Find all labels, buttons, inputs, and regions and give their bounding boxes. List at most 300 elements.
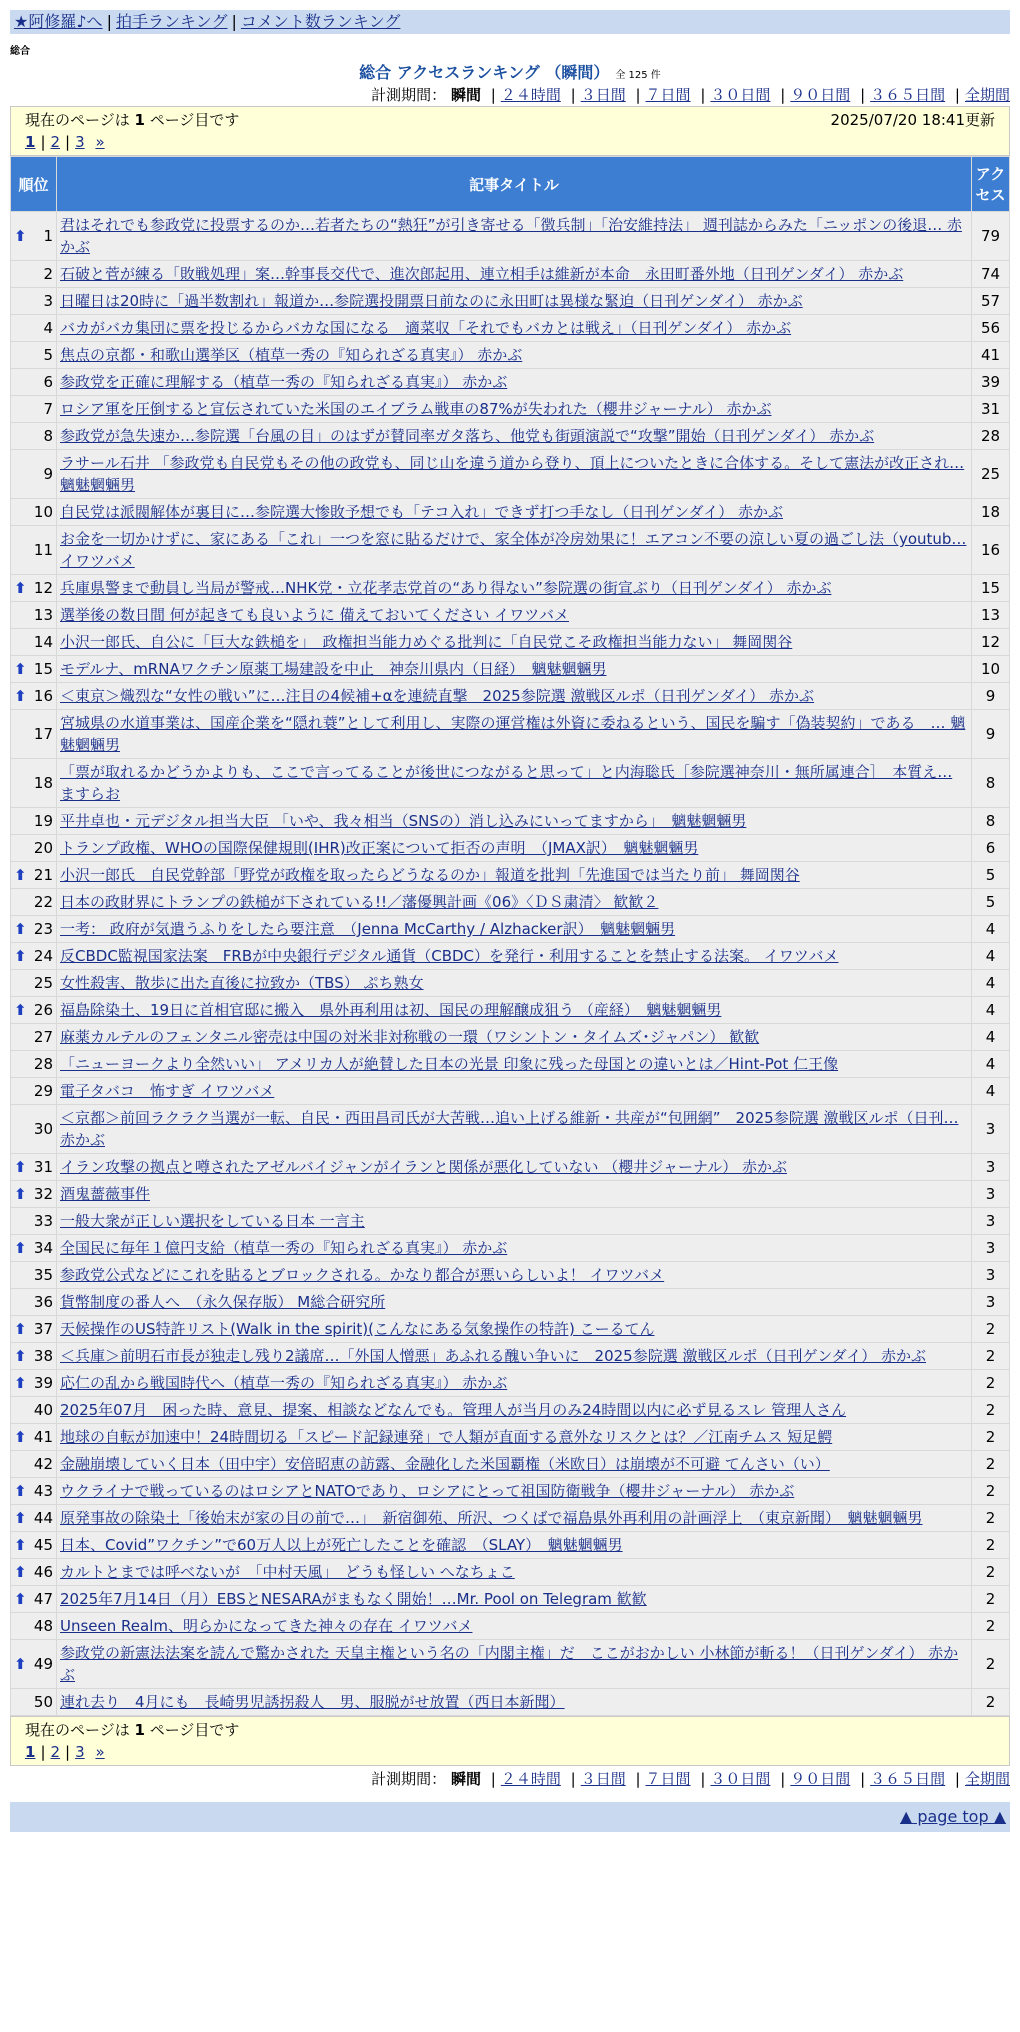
article-title-link[interactable]: 貨幣制度の番人へ （永久保存版） M総合研究所 — [60, 1293, 386, 1311]
article-title-link[interactable]: 一般大衆が正しい選択をしている日本 一言主 — [60, 1212, 365, 1230]
table-row — [11, 916, 1010, 943]
rank-header: 順位 — [11, 157, 57, 212]
rank-number: 43 — [33, 1482, 53, 1500]
access-count: 2 — [972, 1586, 1010, 1613]
title-cell — [57, 759, 972, 808]
article-title-link[interactable]: 小沢一郎氏、自公に「巨大な鉄槌を」 政権担当能力めぐる批判に「自民党こそ政権担当能力ない」 舞岡関谷 — [60, 633, 793, 651]
access-count: 4 — [972, 943, 1010, 970]
access-count: 15 — [972, 575, 1010, 602]
access-count: 4 — [972, 970, 1010, 997]
rank-number: 39 — [33, 1374, 53, 1392]
table-row — [11, 1586, 1010, 1613]
next-page-link[interactable]: » — [95, 1743, 105, 1761]
access-count: 2 — [972, 1640, 1010, 1689]
table-row — [11, 1689, 1010, 1716]
rank-number: 18 — [33, 774, 53, 792]
table-row — [11, 970, 1010, 997]
rank-cell — [11, 916, 57, 943]
current-page-text: 現在のページは 1 ページ目です — [25, 111, 240, 129]
article-title-link[interactable]: 電子タバコ 怖すぎ イワツバメ — [60, 1082, 275, 1100]
access-count: 13 — [972, 602, 1010, 629]
title-cell — [57, 835, 972, 862]
rank-number: 50 — [33, 1693, 53, 1711]
rank-number: 9 — [43, 465, 53, 483]
article-title-link[interactable]: 麻薬カルテルのフェンタニル密売は中国の対米非対称戦の一環（ワシントン・タイムズ･ジャパン） 歓歓 — [60, 1028, 760, 1046]
rank-number: 4 — [43, 319, 53, 337]
rank-number: 24 — [33, 947, 53, 965]
period-7d[interactable]: ７日間 — [645, 86, 691, 104]
table-row — [11, 212, 1010, 261]
article-title-link[interactable]: イラン攻撃の拠点と噂されたアゼルバイジャンがイランと関係が悪化していない （櫻井ジャーナル） 赤かぶ — [60, 1158, 787, 1176]
article-title-link[interactable]: 2025年7月14日（月）EBSとNESARAがまもなく開始！…Mr. Pool on Telegram 歓歓 — [60, 1590, 647, 1608]
table-row — [11, 1181, 1010, 1208]
access-count: 2 — [972, 1478, 1010, 1505]
rank-number: 47 — [33, 1590, 53, 1608]
article-title-link[interactable]: 反CBDC監視国家法案 FRBが中央銀行デジタル通貨（CBDC）を発行・利用することを禁止する法案。 イワツバメ — [60, 947, 839, 965]
table-row — [11, 1370, 1010, 1397]
access-count: 25 — [972, 450, 1010, 499]
rank-number: 10 — [33, 503, 53, 521]
title-cell — [57, 1208, 972, 1235]
table-row — [11, 1208, 1010, 1235]
rank-cell — [11, 835, 57, 862]
table-row — [11, 835, 1010, 862]
rank-number: 17 — [33, 725, 53, 743]
access-count: 2 — [972, 1343, 1010, 1370]
article-title-link[interactable]: 応仁の乱から戦国時代へ（植草一秀の『知られざる真実』） 赤かぶ — [60, 1374, 508, 1392]
page-link-2[interactable]: 2 — [50, 1743, 61, 1761]
article-title-link[interactable]: 参政党が急失速か…参院選「台風の目」のはずが賛同率ガタ落ち、他党も街頭演説で“攻撃”開始（日刊ゲンダイ） 赤かぶ — [60, 427, 875, 445]
rank-cell — [11, 629, 57, 656]
access-count: 5 — [972, 862, 1010, 889]
table-row — [11, 1316, 1010, 1343]
article-title-link[interactable]: ロシア軍を圧倒すると宣伝されていた米国のエイブラム戦車の87%が失われた（櫻井ジャーナル） 赤かぶ — [60, 400, 772, 418]
title-cell — [57, 683, 972, 710]
title-cell — [57, 889, 972, 916]
access-count: 2 — [972, 1397, 1010, 1424]
title-cell — [57, 1640, 972, 1689]
rank-number: 31 — [33, 1158, 53, 1176]
rank-cell — [11, 396, 57, 423]
rank-cell — [11, 1024, 57, 1051]
title-cell — [57, 1613, 972, 1640]
rank-number: 29 — [33, 1082, 53, 1100]
article-title-link[interactable]: 福島除染土、19日に首相官邸に搬入 県外再利用は初、国民の理解醸成狙う （産経） 魑魅魍魎男 — [60, 1001, 722, 1019]
comment-ranking-link[interactable]: コメント数ランキング — [240, 12, 401, 31]
period-365d[interactable]: ３６５日間 — [870, 86, 946, 104]
rank-number: 35 — [33, 1266, 53, 1284]
table-row — [11, 261, 1010, 288]
up-arrow-icon: ⬆ — [14, 660, 27, 678]
article-title-link[interactable]: バカがバカ集団に票を投じるからバカな国になる 適菜収「それでもバカとは戦え」（日刊ゲンダイ） 赤かぶ — [60, 319, 792, 337]
up-arrow-icon: ⬆ — [14, 1185, 27, 1203]
rank-cell — [11, 261, 57, 288]
table-row — [11, 889, 1010, 916]
title-cell — [57, 943, 972, 970]
access-count: 9 — [972, 683, 1010, 710]
table-row — [11, 862, 1010, 889]
rank-cell — [11, 423, 57, 450]
table-row — [11, 288, 1010, 315]
access-count: 4 — [972, 1024, 1010, 1051]
access-count: 4 — [972, 1051, 1010, 1078]
access-count: 8 — [972, 808, 1010, 835]
rank-cell — [11, 1208, 57, 1235]
up-arrow-icon: ⬆ — [14, 920, 27, 938]
page-top-link[interactable]: ▲ page top ▲ — [899, 1807, 1006, 1826]
period-all[interactable]: 全期間 — [964, 86, 1010, 104]
table-row — [11, 1505, 1010, 1532]
ranking-title: 総合 アクセスランキング （瞬間） — [359, 63, 610, 82]
period-selector-top: 計測期間： 瞬間 | ２４時間 | ３日間 | ７日間 | ３０日間 | ９０日間 | ３６５日間 | 全期間 — [371, 86, 1010, 104]
period-24h[interactable]: ２４時間 — [500, 1770, 561, 1788]
rank-number: 21 — [33, 866, 53, 884]
article-title-link[interactable]: ウクライナで戦っているのはロシアとNATOであり、ロシアにとって祖国防衛戦争（櫻井ジャーナル） 赤かぶ — [60, 1482, 795, 1500]
rank-number: 7 — [43, 400, 53, 418]
article-title-link[interactable]: 日本、Covid”ワクチン”で60万人以上が死亡したことを確認 （SLAY） 魑魅魍魎男 — [60, 1536, 623, 1554]
table-row — [11, 1105, 1010, 1154]
rank-cell — [11, 943, 57, 970]
rank-number: 5 — [43, 346, 53, 364]
article-title-link[interactable]: 選挙後の数日間 何が起きても良いように 備えておいてください イワツバメ — [60, 606, 570, 624]
rank-number: 11 — [33, 541, 53, 559]
title-cell — [57, 1586, 972, 1613]
table-row — [11, 997, 1010, 1024]
access-count: 2 — [972, 1370, 1010, 1397]
table-row — [11, 1424, 1010, 1451]
title-cell — [57, 656, 972, 683]
rank-number: 36 — [33, 1293, 53, 1311]
rank-number: 46 — [33, 1563, 53, 1581]
rank-number: 34 — [33, 1239, 53, 1257]
rank-number: 2 — [43, 265, 53, 283]
access-count: 12 — [972, 629, 1010, 656]
rank-number: 44 — [33, 1509, 53, 1527]
title-cell — [57, 526, 972, 575]
title-cell — [57, 1289, 972, 1316]
rank-number: 27 — [33, 1028, 53, 1046]
article-title-link[interactable]: トランプ政権、WHOの国際保健規則(IHR)改正案について拒否の声明 （JMAX訳） 魑魅魍魎男 — [60, 839, 699, 857]
title-cell — [57, 1370, 972, 1397]
page-link-3[interactable]: 3 — [75, 1743, 85, 1761]
access-count: 79 — [972, 212, 1010, 261]
period-label: 計測期間： — [371, 86, 447, 104]
table-row — [11, 423, 1010, 450]
period-90d[interactable]: ９０日間 — [790, 86, 851, 104]
title-cell — [57, 315, 972, 342]
rank-cell — [11, 889, 57, 916]
applause-ranking-link[interactable]: 拍手ランキング — [115, 12, 228, 31]
rank-number: 49 — [33, 1655, 53, 1673]
title-cell — [57, 1262, 972, 1289]
rank-number: 48 — [33, 1617, 53, 1635]
rank-number: 30 — [33, 1120, 53, 1138]
access-count: 10 — [972, 656, 1010, 683]
table-row — [11, 450, 1010, 499]
article-title-link[interactable]: 金融崩壊していく日本（田中宇）安倍昭恵の訪露、金融化した米国覇権（米欧日）は崩壊が不可避 てんさい（い） — [60, 1455, 830, 1473]
title-cell — [57, 1424, 972, 1451]
article-title-link[interactable]: お金を一切かけずに、家にある「これ」一つを窓に貼るだけで、家全体が冷房効果に！エアコン不要の涼しい夏の過ごし法（youtub… イワツバメ — [60, 530, 967, 570]
article-title-link[interactable]: 天候操作のUS特許リスト(Walk in the spirit)(こんなにある気象操作の特許) こーるてん — [60, 1320, 655, 1338]
access-count: 3 — [972, 1208, 1010, 1235]
rank-cell — [11, 1640, 57, 1689]
title-cell — [57, 1105, 972, 1154]
period-label: 計測期間： — [371, 1770, 447, 1788]
access-count: 31 — [972, 396, 1010, 423]
period-90d[interactable]: ９０日間 — [790, 1770, 851, 1788]
access-count: 18 — [972, 499, 1010, 526]
rank-number: 3 — [43, 292, 53, 310]
access-count: 5 — [972, 889, 1010, 916]
access-count: 3 — [972, 1235, 1010, 1262]
article-title-link[interactable]: 小沢一郎氏 自民党幹部「野党が政権を取ったらどうなるのか」報道を批判「先進国では当たり前」 舞岡関谷 — [60, 866, 800, 884]
period-3d[interactable]: ３日間 — [580, 1770, 626, 1788]
article-title-link[interactable]: 焦点の京都・和歌山選挙区（植草一秀の『知られざる真実』） 赤かぶ — [60, 346, 523, 364]
next-page-link[interactable]: » — [95, 133, 105, 151]
article-title-link[interactable]: 一考： 政府が気遣うふりをしたら要注意 （Jenna McCarthy / Alzhacker訳） 魑魅魍魎男 — [60, 920, 676, 938]
up-arrow-icon: ⬆ — [14, 1509, 27, 1527]
article-title-link[interactable]: カルトとまでは呼べないが 「中村天風」 どうも怪しい へなちょこ — [60, 1563, 515, 1581]
period-30d[interactable]: ３０日間 — [710, 86, 771, 104]
article-title-link[interactable]: ＜東京＞熾烈な“女性の戦い”に…注目の4候補+αを連続直撃 2025参院選 激戦区ルポ（日刊ゲンダイ） 赤かぶ — [60, 687, 815, 705]
article-title-link[interactable]: 参政党を正確に理解する（植草一秀の『知られざる真実』） 赤かぶ — [60, 373, 508, 391]
article-title-link[interactable]: 平井卓也・元デジタル担当大臣 「いや、我々相当（SNSの）消し込みにいってますから」 魑魅魍魎男 — [60, 812, 747, 830]
article-title-link[interactable]: 全国民に毎年１億円支給（植草一秀の『知られざる真実』） 赤かぶ — [60, 1239, 508, 1257]
table-row — [11, 710, 1010, 759]
rank-cell — [11, 1451, 57, 1478]
title-cell — [57, 1051, 972, 1078]
access-count: 41 — [972, 342, 1010, 369]
page-link-3[interactable]: 3 — [75, 133, 85, 151]
title-cell — [57, 997, 972, 1024]
article-title-link[interactable]: ＜京都＞前回ラクラク当選が一転、自民・西田昌司氏が大苦戦…追い上げる維新・共産が“包囲網” 2025参院選 激戦区ルポ（日刊… 赤かぶ — [60, 1109, 959, 1149]
page-link-1[interactable]: 1 — [25, 133, 36, 151]
article-title-link[interactable]: 「票が取れるかどうかよりも、ここで言ってることが後世につながると思って」と内海聡氏［参院選神奈川・無所属連合］ 本質え… ますらお — [60, 763, 953, 803]
up-arrow-icon: ⬆ — [14, 1428, 27, 1446]
article-title-link[interactable]: 連れ去り 4月にも 長崎男児誘拐殺人 男、服脱がせ放置（西日本新聞） — [60, 1693, 565, 1711]
home-link[interactable]: ★阿修羅♪へ — [14, 12, 103, 31]
period-365d[interactable]: ３６５日間 — [870, 1770, 946, 1788]
article-title-link[interactable]: 石破と菅が練る「敗戦処理」案…幹事長交代で、進次郎起用、連立相手は維新が本命 永田町番外地（日刊ゲンダイ） 赤かぶ — [60, 265, 904, 283]
title-cell — [57, 261, 972, 288]
rank-cell — [11, 1154, 57, 1181]
rank-cell — [11, 1078, 57, 1105]
page-link-2[interactable]: 2 — [50, 133, 61, 151]
rank-cell — [11, 1532, 57, 1559]
article-title-link[interactable]: ラサール石井 「参政党も自民党もその他の政党も、同じ山を違う道から登り、頂上についたときに合体する。そして憲法が改正され… 魑魅魍魎男 — [60, 454, 965, 494]
rank-cell — [11, 1505, 57, 1532]
rank-cell — [11, 315, 57, 342]
title-header: 記事タイトル — [57, 157, 972, 212]
access-count: 2 — [972, 1505, 1010, 1532]
title-cell — [57, 212, 972, 261]
title-cell — [57, 342, 972, 369]
article-title-link[interactable]: 女性殺害、散歩に出た直後に拉致か（TBS） ぷち熟女 — [60, 974, 424, 992]
up-arrow-icon: ⬆ — [14, 1655, 27, 1673]
table-row — [11, 1559, 1010, 1586]
table-row — [11, 602, 1010, 629]
table-row — [11, 1613, 1010, 1640]
access-count: 6 — [972, 835, 1010, 862]
article-title-link[interactable]: 参政党公式などにこれを貼るとブロックされる。かなり都合が悪いらしいよ！ イワツバメ — [60, 1266, 665, 1284]
table-row — [11, 369, 1010, 396]
title-cell — [57, 499, 972, 526]
article-title-link[interactable]: 日曜日は20時に「過半数割れ」報道か…参院選投開票日前なのに永田町は異様な緊迫（日刊ゲンダイ） 赤かぶ — [60, 292, 803, 310]
table-row — [11, 759, 1010, 808]
rank-cell — [11, 288, 57, 315]
article-title-link[interactable]: モデルナ、mRNAワクチン原薬工場建設を中止 神奈川県内（日経） 魑魅魍魎男 — [60, 660, 607, 678]
up-arrow-icon: ⬆ — [14, 1374, 27, 1392]
article-title-link[interactable]: 日本の政財界にトランプの鉄槌が下されている!!／藩優興計画《06》〈ＤＳ粛清〉 歓歓２ — [60, 893, 659, 911]
period-all[interactable]: 全期間 — [964, 1770, 1010, 1788]
table-row — [11, 1451, 1010, 1478]
article-title-link[interactable]: 酒鬼薔薇事件 — [60, 1185, 151, 1203]
title-cell — [57, 808, 972, 835]
updated-timestamp: 2025/07/20 18:41更新 — [830, 111, 995, 129]
rank-number: 45 — [33, 1536, 53, 1554]
article-title-link[interactable]: 参政党の新憲法法案を読んで驚かされた 天皇主権という名の「内閣主権」だ ここがおかしい 小林節が斬る！（日刊ゲンダイ） 赤かぶ — [60, 1644, 959, 1684]
period-7d[interactable]: ７日間 — [645, 1770, 691, 1788]
table-row — [11, 1154, 1010, 1181]
title-cell — [57, 1154, 972, 1181]
rank-cell — [11, 499, 57, 526]
rank-number: 8 — [43, 427, 53, 445]
title-cell — [57, 288, 972, 315]
rank-cell — [11, 997, 57, 1024]
up-arrow-icon: ⬆ — [14, 1320, 27, 1338]
article-title-link[interactable]: ＜兵庫＞前明石市長が独走し残り2議席…「外国人憎悪」あふれる醜い争いに 2025参院選 激戦区ルポ（日刊ゲンダイ） 赤かぶ — [60, 1347, 927, 1365]
table-row — [11, 683, 1010, 710]
title-cell — [57, 862, 972, 889]
title-cell — [57, 369, 972, 396]
rank-cell — [11, 862, 57, 889]
title-cell — [57, 450, 972, 499]
title-cell — [57, 575, 972, 602]
period-current: 瞬間 — [450, 86, 481, 104]
table-row — [11, 342, 1010, 369]
title-cell — [57, 1343, 972, 1370]
table-row — [11, 1051, 1010, 1078]
title-cell — [57, 1505, 972, 1532]
access-count: 3 — [972, 1181, 1010, 1208]
up-arrow-icon: ⬆ — [14, 227, 27, 245]
pager-bottom: 現在のページは 1 ページ目です 1 | 2 | 3 » — [10, 1716, 1010, 1766]
rank-cell — [11, 1397, 57, 1424]
access-count: 4 — [972, 1078, 1010, 1105]
up-arrow-icon: ⬆ — [14, 1482, 27, 1500]
access-count: 8 — [972, 759, 1010, 808]
rank-number: 23 — [33, 920, 53, 938]
separator: | — [106, 12, 112, 31]
rank-cell — [11, 450, 57, 499]
up-arrow-icon: ⬆ — [14, 1001, 27, 1019]
article-title-link[interactable]: Unseen Realm、明らかになってきた神々の存在 イワツバメ — [60, 1617, 473, 1635]
table-row — [11, 1397, 1010, 1424]
access-count: 57 — [972, 288, 1010, 315]
rank-number: 22 — [33, 893, 53, 911]
article-title-link[interactable]: 「ニューヨークより全然いい」 アメリカ人が絶賛した日本の光景 印象に残った母国との違いとは／Hint-Pot 仁王像 — [60, 1055, 839, 1073]
rank-number: 28 — [33, 1055, 53, 1073]
rank-number: 1 — [43, 227, 53, 245]
article-title-link[interactable]: 自民党は派閥解体が裏目に…参院選大惨敗予想でも「テコ入れ」できず打つ手なし（日刊ゲンダイ） 赤かぶ — [60, 503, 783, 521]
access-count: 2 — [972, 1689, 1010, 1716]
rank-number: 19 — [33, 812, 53, 830]
access-count: 39 — [972, 369, 1010, 396]
rank-cell — [11, 1105, 57, 1154]
article-title-link[interactable]: 2025年07月 困った時、意見、提案、相談などなんでも。管理人が当月のみ24時間以内に必ず見るスレ 管理人さん — [60, 1401, 847, 1419]
rank-number: 6 — [43, 373, 53, 391]
rank-cell — [11, 1262, 57, 1289]
title-cell — [57, 1478, 972, 1505]
rank-cell — [11, 710, 57, 759]
rank-number: 32 — [33, 1185, 53, 1203]
title-cell — [57, 1451, 972, 1478]
table-row — [11, 1235, 1010, 1262]
article-title-link[interactable]: 地球の自転が加速中！24時間切る「スピード記録連発」で人類が直面する意外なリスクとは？／江南チムス 短足鰐 — [60, 1428, 833, 1446]
period-24h[interactable]: ２４時間 — [500, 86, 561, 104]
article-title-link[interactable]: 宮城県の水道事業は、国産企業を“隠れ蓑”として利用し、実際の運営権は外資に委ねるという、国民を騙す「偽装契約」である … 魑魅魍魎男 — [60, 714, 966, 754]
rank-cell — [11, 656, 57, 683]
table-row — [11, 1640, 1010, 1689]
rank-cell — [11, 970, 57, 997]
period-selector-bottom: 計測期間： 瞬間 | ２４時間 | ３日間 | ７日間 | ３０日間 | ９０日間 | ３６５日間 | 全期間 — [371, 1770, 1010, 1788]
rank-cell — [11, 683, 57, 710]
table-row — [11, 943, 1010, 970]
rank-number: 38 — [33, 1347, 53, 1365]
period-current: 瞬間 — [450, 1770, 481, 1788]
rank-cell — [11, 1613, 57, 1640]
period-3d[interactable]: ３日間 — [580, 86, 626, 104]
up-arrow-icon: ⬆ — [14, 1239, 27, 1257]
article-title-link[interactable]: 兵庫県警まで動員し当局が警戒…NHK党・立花孝志党首の“あり得ない”参院選の街宣ぶり（日刊ゲンダイ） 赤かぶ — [60, 579, 832, 597]
article-title-link[interactable]: 原発事故の除染土「後始末が家の目の前で…」 新宿御苑、所沢、つくばで福島県外再利用の計画浮上 （東京新聞） 魑魅魍魎男 — [60, 1509, 923, 1527]
page-link-1[interactable]: 1 — [25, 1743, 36, 1761]
rank-cell — [11, 575, 57, 602]
table-row — [11, 526, 1010, 575]
category-label: 総合 — [10, 46, 30, 57]
rank-cell — [11, 1424, 57, 1451]
title-cell — [57, 1316, 972, 1343]
rank-cell — [11, 1559, 57, 1586]
table-row — [11, 315, 1010, 342]
rank-cell — [11, 526, 57, 575]
rank-cell — [11, 1478, 57, 1505]
up-arrow-icon: ⬆ — [14, 866, 27, 884]
access-count: 4 — [972, 916, 1010, 943]
table-row — [11, 808, 1010, 835]
access-count: 2 — [972, 1316, 1010, 1343]
article-title-link[interactable]: 君はそれでも参政党に投票するのか…若者たちの“熱狂”が引き寄せる「徴兵制」「治安維持法」 週刊誌からみた「ニッポンの後退… 赤かぶ — [60, 216, 962, 256]
table-row — [11, 396, 1010, 423]
table-row — [11, 1024, 1010, 1051]
title-cell — [57, 1532, 972, 1559]
rank-cell — [11, 212, 57, 261]
rank-number: 42 — [33, 1455, 53, 1473]
rank-cell — [11, 1316, 57, 1343]
access-count: 3 — [972, 1154, 1010, 1181]
rank-number: 26 — [33, 1001, 53, 1019]
top-nav-bar — [10, 10, 1010, 34]
rank-cell — [11, 602, 57, 629]
access-count: 3 — [972, 1105, 1010, 1154]
table-row — [11, 1532, 1010, 1559]
title-cell — [57, 1078, 972, 1105]
rank-number: 14 — [33, 633, 53, 651]
period-30d[interactable]: ３０日間 — [710, 1770, 771, 1788]
table-row — [11, 1078, 1010, 1105]
up-arrow-icon: ⬆ — [14, 1563, 27, 1581]
access-count: 4 — [972, 997, 1010, 1024]
